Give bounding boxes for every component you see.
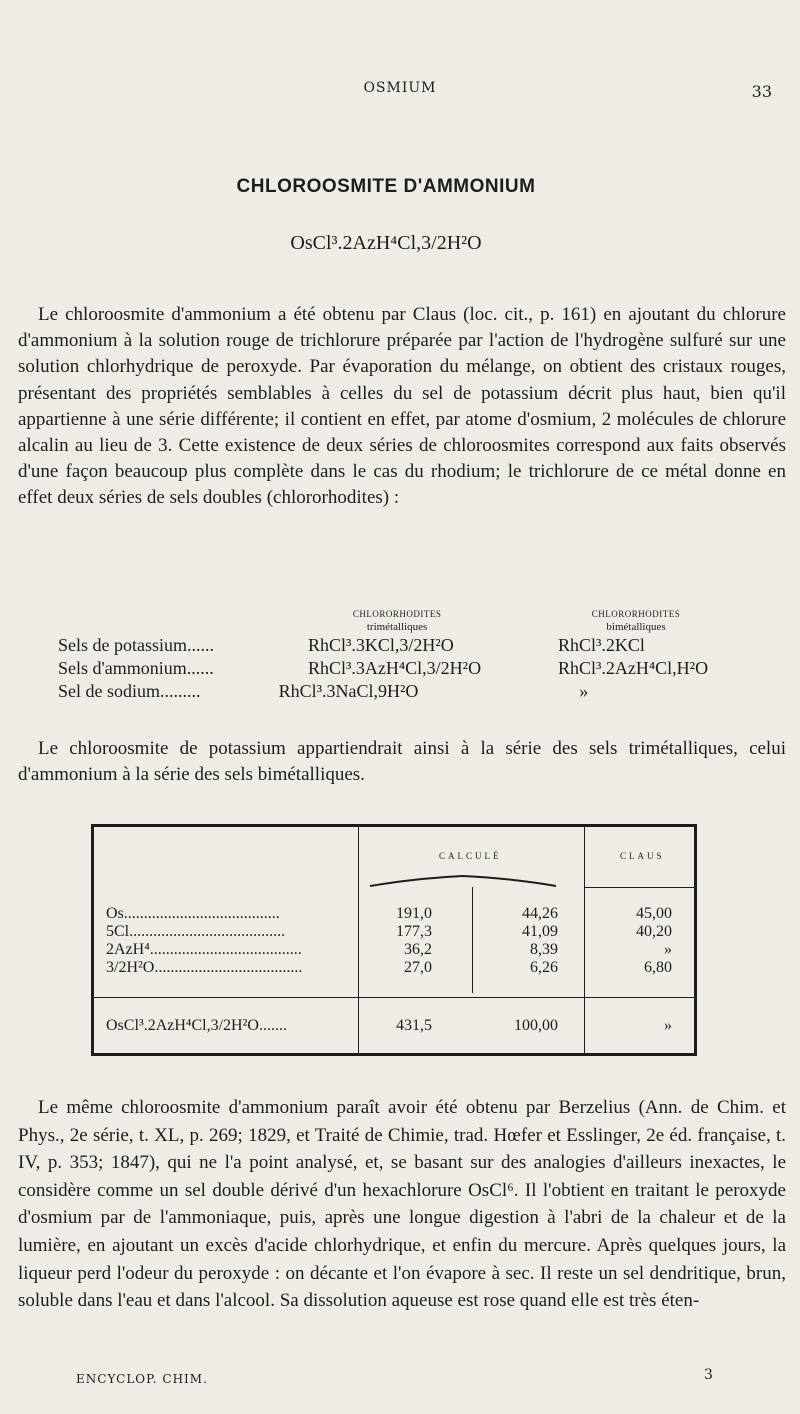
claus-column bbox=[604, 905, 672, 977]
table-row bbox=[58, 680, 738, 703]
head-calcule: CALCULÉ bbox=[439, 851, 502, 861]
running-title: OSMIUM bbox=[363, 80, 437, 96]
row-label: 3/2H²O..................................... bbox=[106, 959, 303, 976]
total-calc-mass: 431,5 bbox=[396, 1017, 432, 1034]
total-rule bbox=[94, 997, 694, 998]
calc-mass: 36,2 bbox=[404, 941, 432, 958]
calc-pct: 41,09 bbox=[522, 923, 558, 940]
total-claus: » bbox=[664, 1017, 672, 1034]
footer-signature-number: 3 bbox=[704, 1367, 713, 1383]
claus-value: 40,20 bbox=[636, 923, 672, 940]
total-calc-pct: 100,00 bbox=[514, 1017, 558, 1034]
column-divider bbox=[584, 827, 585, 1053]
calc-pct: 44,26 bbox=[522, 905, 558, 922]
calc-pct: 6,26 bbox=[530, 959, 558, 976]
calc-mass: 27,0 bbox=[404, 959, 432, 976]
calcule-brace bbox=[368, 874, 558, 888]
claus-value: 6,80 bbox=[644, 959, 672, 976]
paragraph-3: Le même chloroosmite d'ammonium paraît avoir été obtenu par Berzelius (Ann. de Chim. et Phys., 2e série, t. XL, p. 269; 1829, et Traité de Chimie, trad. Hœfer et Esslinger, 2e éd. française, t. IV, p. 353; 1847), qui ne l'a point analysé, et, se basant sur des analogies d'ailleurs inexactes, le considère comme un sel double dérivé d'un hexachlorure OsCl⁶. Il l'obtient en traitant le peroxyde d'osmium par de l'ammoniaque, puis, après une longue digestion à l'abri de la chaleur et de la lumière, en ajoutant un excès d'acide chlorhydrique, et enfin du mercure. Après quelques jours, la liqueur perd l'odeur du peroxyde : on décante et l'on évapore à sec. Il reste un sel dendritique, brun, soluble dans l'eau et dans l'alcool. Sa dissolution aqueuse est rose quand elle est très éten- bbox=[18, 1097, 786, 1312]
row-label: 5Cl....................................... bbox=[106, 923, 286, 940]
col-trimetalliques-head: CHLORORHODITES bbox=[352, 609, 442, 619]
page-number: 33 bbox=[751, 82, 772, 101]
paragraph-2: Le chloroosmite de potassium appartiendrait ainsi à la série des sels trimétalliques, celui d'ammonium à la série des sels bimétalliques. bbox=[18, 738, 786, 786]
column-divider bbox=[358, 827, 359, 1053]
paragraph-1: Le chloroosmite d'ammonium a été obtenu par Claus (loc. cit., p. 161) en ajoutant du chlorure d'ammonium à la solution rouge de trichlorure préparée par l'action de l'hydrogène sulfuré sur une solution chlorhydrique de peroxyde. Par évaporation du mélange, on obtient des cristaux rouges, présentant des propriétés semblables à celles du sel de potassium décrit plus haut, bien qu'il appartienne à une série différente; il contient en effet, par atome d'osmium, 2 molécules de chlorure alcalin au lieu de 3. Cette existence de deux séries de chloroosmites correspond aux faits observés d'une façon beaucoup plus complète dans le cas du rhodium; le trichlorure de ce métal donne en effet deux séries de sels doubles (chlororhodites) : bbox=[18, 304, 786, 509]
bi-formula: RhCl³.2KCl bbox=[558, 635, 645, 655]
row-label: Sel de sodium......... bbox=[58, 681, 201, 701]
header-rule bbox=[584, 887, 697, 888]
row-label: 2AzH⁴...................................... bbox=[106, 941, 302, 958]
row-label: Sels d'ammonium...... bbox=[58, 658, 214, 678]
claus-value: » bbox=[664, 941, 672, 958]
row-label: Sels de potassium...... bbox=[58, 635, 214, 655]
calc-pct: 8,39 bbox=[530, 941, 558, 958]
calc-pct-column bbox=[494, 905, 558, 977]
chlororhodites-table bbox=[58, 608, 738, 703]
analysis-labels bbox=[106, 905, 358, 977]
table-row bbox=[58, 657, 738, 680]
footer-signature: ENCYCLOP. CHIM. bbox=[76, 1372, 208, 1386]
total-label: OsCl³.2AzH⁴Cl,3/2H²O....... bbox=[106, 1017, 287, 1034]
tri-formula: RhCl³.3AzH⁴Cl,3/2H²O bbox=[308, 658, 482, 678]
calc-mass: 191,0 bbox=[396, 905, 432, 922]
tri-formula: RhCl³.3KCl,3/2H²O bbox=[308, 635, 454, 655]
bi-formula: RhCl³.2AzH⁴Cl,H²O bbox=[558, 658, 709, 678]
row-label: Os....................................... bbox=[106, 905, 280, 922]
chlororhodites-header bbox=[58, 608, 738, 634]
table-row bbox=[58, 634, 738, 657]
calc-mass: 177,3 bbox=[396, 923, 432, 940]
col-bimetalliques-head: CHLORORHODITES bbox=[591, 609, 681, 619]
col-bimetalliques-sub: bimétalliques bbox=[606, 621, 666, 633]
claus-value: 45,00 bbox=[636, 905, 672, 922]
analysis-table bbox=[91, 824, 697, 1056]
bi-formula: » bbox=[579, 681, 589, 701]
tri-formula: RhCl³.3NaCl,9H²O bbox=[278, 681, 419, 701]
section-title: CHLOROOSMITE D'AMMONIUM bbox=[236, 176, 536, 197]
section-formula: OsCl³.2AzH⁴Cl,3/2H²O bbox=[290, 232, 482, 254]
column-divider bbox=[472, 887, 473, 993]
head-claus: CLAUS bbox=[620, 851, 665, 861]
calc-mass-column bbox=[374, 905, 432, 977]
col-trimetalliques-sub: trimétalliques bbox=[366, 621, 428, 633]
